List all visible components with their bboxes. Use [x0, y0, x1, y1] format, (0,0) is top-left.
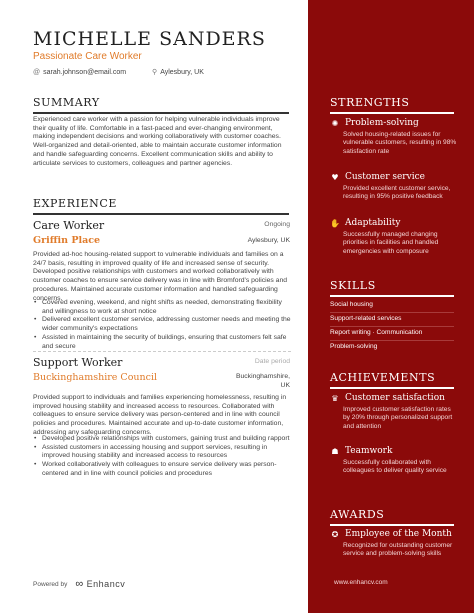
strength-desc: Successfully managed changing priorities in facilities and handled emergencies with composure: [343, 231, 439, 255]
job-date: Ongoing: [264, 221, 290, 228]
brand-logo[interactable]: [75, 578, 125, 590]
powered-by-text: Powered by: [33, 580, 68, 588]
list-item: • Covered evening, weekend, and night shifts as needed, demonstrating flexibility and willingness to work at short notice: [33, 299, 291, 316]
experience-heading: EXPERIENCE: [33, 197, 289, 215]
bulb-icon: ✺: [331, 118, 339, 128]
job-title: Support Worker: [33, 356, 123, 369]
company-name: Griffin Place: [33, 235, 101, 246]
strength-item: [330, 172, 425, 182]
skill-item: Social housing: [330, 301, 454, 313]
job-location-line: Buckinghamshire,: [235, 373, 290, 380]
strength-name: Problem-solving: [345, 118, 419, 128]
list-item: • Delivered excellent customer service, addressing customer needs and meeting the wider community's expectations: [33, 316, 291, 333]
strength-name: Adaptability: [345, 218, 401, 228]
job-description: Provided support to individuals and families experiencing homelessness, resulting in improved housing stability and increased access to resources. Collaborated with colleagues to ensure service delivery was person-centered and in line with council policies and procedures. Maintained accurate and up-to-date customer information, addressing any safeguarding concerns.: [33, 394, 287, 436]
at-icon: @: [33, 69, 41, 76]
contact-line: [33, 68, 228, 76]
award-desc: Recognized for outstanding customer service and problem-solving skills: [343, 542, 453, 558]
skill-item: Problem-solving: [330, 343, 378, 350]
email-text: sarah.johnson@email.com: [43, 69, 127, 76]
achievement-desc: Improved customer satisfaction rates by 20% through personalized support and attention: [343, 406, 453, 430]
job-divider: [33, 351, 291, 352]
footer-url[interactable]: www.enhancv.com: [334, 579, 388, 586]
achievement-desc: Successfully collaborated with colleagues to deliver quality service: [343, 459, 447, 475]
heart-icon: ♥: [331, 172, 339, 182]
job-bullets: [33, 299, 291, 351]
location-pin-icon: ⚲: [152, 69, 158, 76]
strength-item: [330, 218, 400, 228]
strengths-heading: STRENGTHS: [330, 96, 454, 114]
email-contact[interactable]: [33, 69, 138, 76]
medal-icon: ✪: [331, 529, 339, 539]
sidebar: [308, 0, 474, 613]
enhancv-logo-icon: ∞: [75, 578, 84, 590]
candidate-role: Passionate Care Worker: [33, 51, 142, 62]
award-name: Employee of the Month: [345, 529, 452, 539]
job-description: Provided ad-hoc housing-related support to vulnerable individuals and families on a 24/7 basis, resulting in improved quality of life and increased sense of security. Developed positive relationships with customers and worked collaboratively with customer coaches to ensure service delivery was in line with Bromford's policies and procedures. Maintained accurate customer information and handled safeguarding concerns.: [33, 251, 288, 302]
job-location: [236, 373, 290, 390]
candidate-name: MICHELLE SANDERS: [33, 28, 266, 50]
list-item: • Assisted in maintaining the security of buildings, ensuring that customers felt safe and secure: [33, 334, 291, 351]
achievement-name: Teamwork: [345, 446, 393, 456]
job-location-line: UK: [280, 381, 290, 389]
strength-item: [330, 118, 419, 128]
achievements-heading: ACHIEVEMENTS: [330, 371, 454, 389]
strength-name: Customer service: [345, 172, 425, 182]
people-icon: ☗: [331, 446, 339, 456]
job-title: Care Worker: [33, 219, 105, 232]
job-date: Date period: [254, 358, 290, 365]
skill-item: Report writing · Communication: [330, 329, 454, 341]
company-name: Buckinghamshire Council: [33, 372, 158, 383]
strength-desc: Provided excellent customer service, resulting in 95% positive feedback: [343, 185, 451, 201]
achievement-name: Customer satisfaction: [345, 393, 445, 403]
summary-heading: SUMMARY: [33, 96, 289, 114]
list-item: • Assisted customers in accessing housing and support services, resulting in improved housing stability and increased access to resources: [33, 444, 291, 461]
awards-heading: AWARDS: [330, 508, 454, 526]
job-location: Aylesbury, UK: [247, 237, 290, 244]
list-item: • Developed positive relationships with customers, gaining trust and building rapport: [33, 435, 291, 444]
strength-desc: Solved housing-related issues for vulnerable customers, resulting in 98% satisfaction rate: [343, 131, 457, 155]
hand-icon: ✋: [330, 218, 340, 228]
job-bullets: [33, 435, 291, 479]
summary-text: Experienced care worker with a passion for helping vulnerable individuals improve their quality of life. Comfortable in a fast-paced and ever-changing environment, making independent decisions and working collaboratively with customer coaches. Well-organized and detail-oriented, able to maintain accurate customer information and handle safeguarding concerns. Excellent communication skills and ability to articulate services to customers, colleagues and partner agencies.: [33, 116, 282, 167]
skills-heading: SKILLS: [330, 279, 454, 297]
skill-item: Support-related services: [330, 315, 454, 327]
brand-name: Enhancv: [86, 579, 126, 589]
trophy-icon: ♛: [331, 393, 339, 403]
list-item: • Worked collaboratively with colleagues to ensure service delivery was person-centered and in line with council policies and procedures: [33, 461, 291, 478]
achievement-item: [330, 446, 392, 456]
location-text: Aylesbury, UK: [160, 68, 204, 76]
footer-powered-by: [33, 578, 125, 590]
location-contact: [152, 68, 216, 76]
award-item: [330, 529, 452, 539]
achievement-item: [330, 393, 445, 403]
